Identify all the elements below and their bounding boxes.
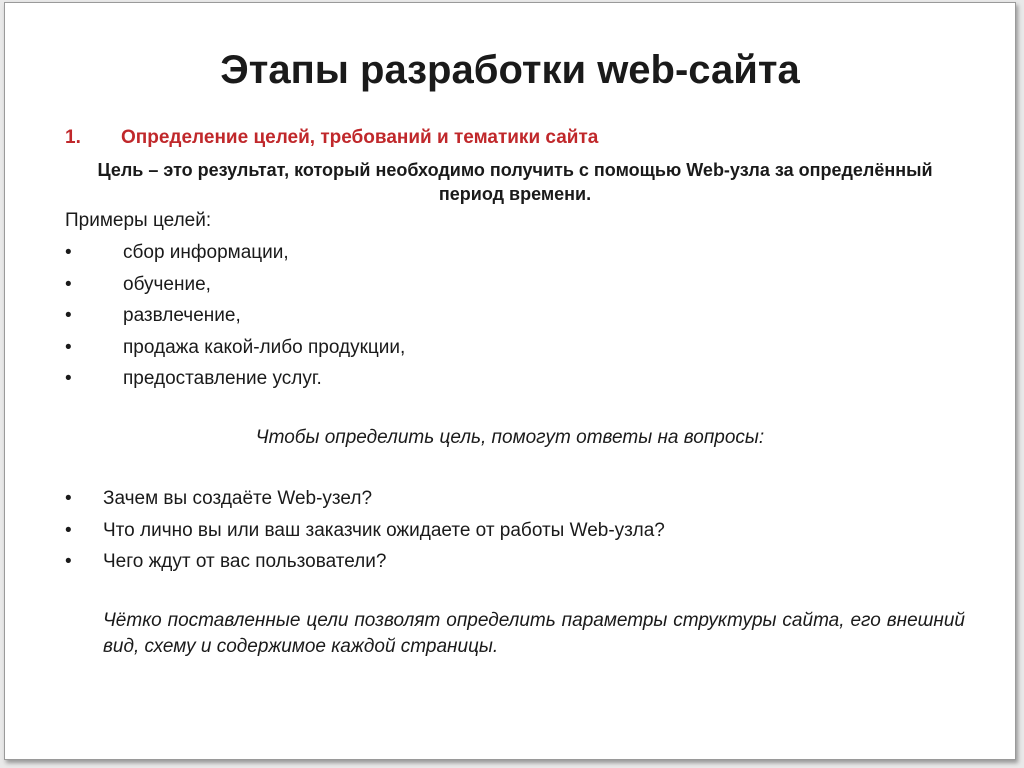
list-item (65, 367, 405, 399)
goal-text: продажа какой-либо продукции, (123, 336, 406, 358)
section-heading (65, 127, 598, 149)
list-item (65, 273, 405, 305)
section-heading-text: Определение целей, требований и тематики сайта (121, 127, 599, 148)
conclusion-text: Чётко поставленные цели позволят определить параметры структуры сайта, его внешний вид, схему и содержимое каждой страницы. (103, 610, 965, 657)
list-item (65, 304, 405, 336)
slide-title: Этапы разработки web-сайта (220, 48, 800, 92)
bullet-icon: • (65, 336, 72, 358)
bullet-icon: • (65, 368, 72, 389)
question-text: Зачем вы создаёте Web-узел? (103, 488, 373, 509)
section-number: 1. (65, 127, 81, 148)
goal-text: предоставление услуг. (123, 368, 322, 389)
questions-intro: Чтобы определить цель, помогут ответы на вопросы: (255, 427, 765, 448)
question-text: Чего ждут от вас пользователи? (103, 551, 387, 572)
list-item (65, 241, 405, 273)
bullet-icon: • (65, 519, 72, 541)
bullet-icon: • (65, 273, 72, 295)
goal-text: сбор информации, (123, 242, 289, 263)
question-text: Что лично вы или ваш заказчик ожидаете от работы Web-узла? (103, 519, 665, 541)
bullet-icon: • (65, 488, 72, 509)
list-item (65, 487, 665, 519)
list-item (65, 519, 665, 551)
list-item (65, 336, 405, 368)
bullet-icon: • (65, 242, 72, 263)
goals-list (65, 241, 405, 399)
list-item (65, 550, 665, 582)
goal-definition: Цель – это результат, который необходимо получить с помощью Web-узла за определённый период времени. (97, 160, 933, 204)
goal-text: обучение, (123, 273, 211, 295)
bullet-icon: • (65, 305, 72, 326)
bullet-icon: • (65, 551, 72, 572)
goal-text: развлечение, (123, 305, 241, 326)
questions-list (65, 487, 665, 582)
slide (4, 2, 1016, 760)
examples-label: Примеры целей: (65, 210, 212, 231)
